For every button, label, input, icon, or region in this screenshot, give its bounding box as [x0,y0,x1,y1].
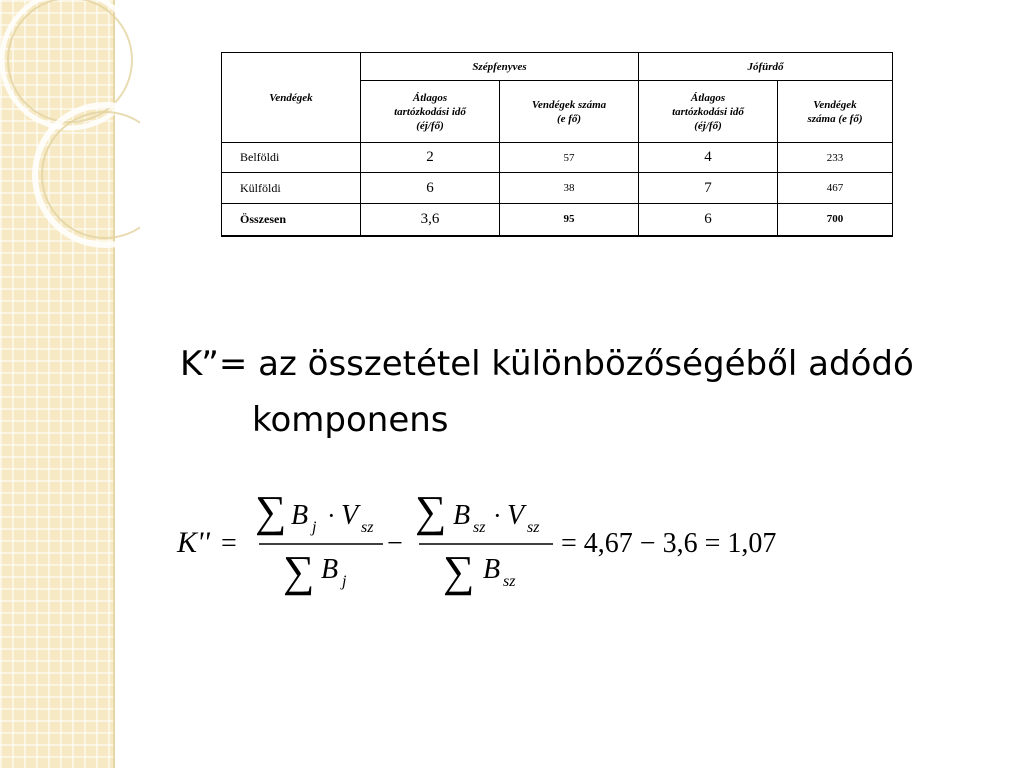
fraction-total [415,487,553,596]
heading-line-1: K”= az összetétel különbözőségéből adódó [180,344,914,384]
svg-text:·: · [327,501,336,530]
table-cell: 467 [778,173,893,204]
svg-text:sz: sz [503,573,516,590]
formula-minus: − [387,528,403,559]
table-cell: 7 [639,173,778,204]
row-label: Külföldi [222,173,361,204]
svg-text:B: B [291,500,309,531]
svg-text:j: j [342,573,347,590]
slide-heading [180,336,1000,448]
table-cell: 4 [639,143,778,173]
group-header-jofurdo: Jófürdő [639,53,893,81]
svg-text:∑: ∑ [283,547,315,596]
table-cell: 6 [361,173,500,204]
formula-result: = 4,67 − 3,6 = 1,07 [561,528,777,559]
group-header-szepfenyves: Szépfenyves [361,53,639,81]
subheader-guest-count-2: Vendégek száma (e fő) [778,81,893,143]
svg-text:B: B [321,554,339,585]
svg-text:·: · [493,501,502,530]
table-cell: 700 [778,204,893,236]
row-label: Belföldi [222,143,361,173]
svg-text:sz: sz [361,519,374,536]
svg-text:V: V [507,500,525,531]
table-row-total [222,204,893,236]
formula-equals: = [221,528,237,559]
svg-text:sz: sz [473,519,486,536]
fraction-domestic [255,487,383,596]
subheader-guest-count-1: Vendégek száma (e fő) [500,81,639,143]
table-row [222,143,893,173]
table-cell: 3,6 [361,204,500,236]
table-cell: 2 [361,143,500,173]
table-cell: 95 [500,204,639,236]
svg-text:B: B [453,500,471,531]
table-cell: 6 [639,204,778,236]
svg-text:∑: ∑ [443,547,475,596]
corner-header: Vendégek [222,53,361,143]
formula [175,480,825,600]
heading-line-2: komponens [252,400,449,440]
svg-text:sz: sz [527,519,540,536]
svg-text:j: j [312,519,317,536]
svg-text:∑: ∑ [255,487,287,536]
data-table [221,52,893,237]
svg-text:B: B [483,554,501,585]
svg-text:V: V [341,500,359,531]
table-cell: 38 [500,173,639,204]
svg-text:∑: ∑ [415,487,447,536]
table-cell: 233 [778,143,893,173]
row-label: Összesen [222,204,361,236]
subheader-avg-stay-2: Átlagos tartózkodási idő (éj/fő) [639,81,778,143]
subheader-avg-stay-1: Átlagos tartózkodási idő (éj/fő) [361,81,500,143]
table-row [222,173,893,204]
decorative-rings [0,0,140,260]
formula-lhs: K'' [177,526,210,559]
table-cell: 57 [500,143,639,173]
